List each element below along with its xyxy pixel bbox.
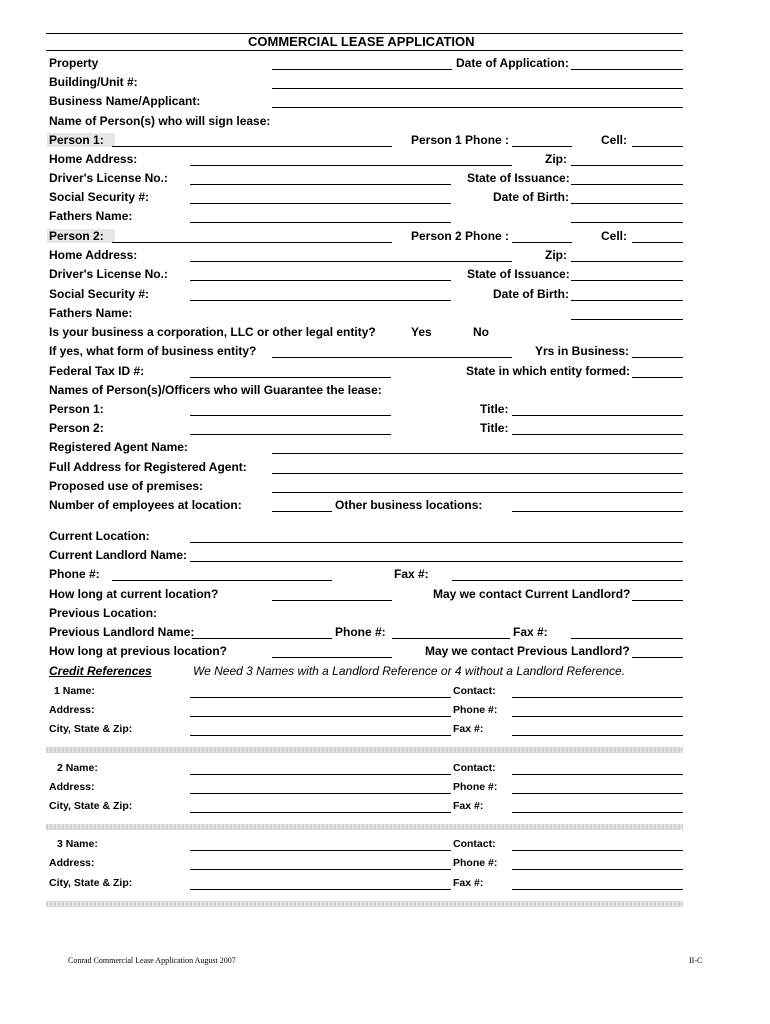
- fathers-name-label-2: Fathers Name:: [49, 306, 133, 320]
- contact-previous-field[interactable]: [632, 657, 683, 658]
- page-code: II-C: [689, 956, 703, 965]
- federal-tax-field[interactable]: [190, 377, 391, 378]
- drivers-license-field-1[interactable]: [190, 184, 451, 185]
- property-field[interactable]: [272, 69, 452, 70]
- person1-cell-field[interactable]: [632, 146, 683, 147]
- current-phone-label: Phone #:: [49, 567, 100, 581]
- other-locations-label: Other business locations:: [335, 498, 483, 512]
- ref3-fax-label: Fax #:: [453, 877, 484, 889]
- how-long-current-field[interactable]: [272, 600, 392, 601]
- ssn-field-2[interactable]: [190, 300, 451, 301]
- ref3-address-field[interactable]: [190, 869, 451, 870]
- ref1-fax-field[interactable]: [512, 735, 683, 736]
- agent-address-label: Full Address for Registered Agent:: [49, 460, 247, 474]
- title-rule: [46, 50, 683, 51]
- contact-current-label: May we contact Current Landlord?: [433, 587, 631, 601]
- guarantor1-title-label: Title:: [480, 402, 509, 416]
- state-issuance-label-2: State of Issuance:: [467, 267, 570, 281]
- ref1-name-label: 1 Name:: [54, 685, 95, 697]
- zip-field-1[interactable]: [571, 165, 683, 166]
- previous-phone-label: Phone #:: [335, 625, 386, 639]
- ref1-fax-label: Fax #:: [453, 723, 484, 735]
- person1-label: Person 1:: [47, 133, 115, 147]
- ref3-name-field[interactable]: [190, 850, 451, 851]
- guarantor1-field[interactable]: [190, 415, 391, 416]
- ref2-city-label: City, State & Zip:: [49, 800, 133, 812]
- guarantor1-label: Person 1:: [49, 402, 104, 416]
- ref1-phone-label: Phone #:: [453, 704, 498, 716]
- ref1-address-field[interactable]: [190, 716, 451, 717]
- ref2-fax-field[interactable]: [512, 812, 683, 813]
- person2-phone-field[interactable]: [512, 242, 572, 243]
- ref2-address-label: Address:: [49, 781, 95, 793]
- contact-previous-label: May we contact Previous Landlord?: [425, 644, 630, 658]
- ref2-address-field[interactable]: [190, 793, 451, 794]
- federal-tax-label: Federal Tax ID #:: [49, 364, 145, 378]
- ref3-contact-label: Contact:: [453, 838, 496, 850]
- person2-name-field[interactable]: [112, 242, 392, 243]
- yes-option[interactable]: Yes: [411, 325, 432, 339]
- guarantor2-title-label: Title:: [480, 421, 509, 435]
- drivers-license-field-2[interactable]: [190, 280, 451, 281]
- zip-label-2: Zip:: [545, 248, 567, 262]
- entity-form-label: If yes, what form of business entity?: [49, 344, 257, 358]
- ref2-phone-field[interactable]: [512, 793, 683, 794]
- ssn-label-2: Social Security #:: [49, 287, 150, 301]
- proposed-use-field[interactable]: [272, 492, 683, 493]
- fathers-name-field-1[interactable]: [190, 222, 451, 223]
- ref2-contact-field[interactable]: [512, 774, 683, 775]
- person2-phone-label: Person 2 Phone :: [411, 229, 510, 243]
- ref3-address-label: Address:: [49, 857, 95, 869]
- other-locations-field[interactable]: [512, 511, 683, 512]
- ref3-city-field[interactable]: [190, 889, 451, 890]
- guarantor2-label: Person 2:: [49, 421, 104, 435]
- ref1-name-field[interactable]: [190, 697, 451, 698]
- corp-question: Is your business a corporation, LLC or other legal entity?: [49, 325, 376, 339]
- person2-cell-field[interactable]: [632, 242, 683, 243]
- registered-agent-label: Registered Agent Name:: [49, 440, 188, 454]
- ref1-address-label: Address:: [49, 704, 95, 716]
- ref1-city-label: City, State & Zip:: [49, 723, 133, 735]
- home-address-field-2[interactable]: [190, 261, 512, 262]
- how-long-previous-label: How long at previous location?: [49, 644, 228, 658]
- previous-landlord-label: Previous Landlord Name:: [49, 625, 195, 639]
- current-landlord-label: Current Landlord Name:: [49, 548, 188, 562]
- fathers-name-extra-field-2[interactable]: [571, 319, 683, 320]
- ssn-label-1: Social Security #:: [49, 190, 150, 204]
- ref1-contact-label: Contact:: [453, 685, 496, 697]
- footer-text: Conrad Commercial Lease Application August 2007: [68, 956, 236, 965]
- guarantor2-field[interactable]: [190, 434, 391, 435]
- state-issuance-field-2[interactable]: [571, 280, 683, 281]
- how-long-previous-field[interactable]: [272, 657, 392, 658]
- ref1-phone-field[interactable]: [512, 716, 683, 717]
- ref3-phone-label: Phone #:: [453, 857, 498, 869]
- building-unit-label: Building/Unit #:: [49, 75, 138, 89]
- dob-label-2: Date of Birth:: [493, 287, 569, 301]
- drivers-license-label-2: Driver's License No.:: [49, 267, 168, 281]
- person1-name-field[interactable]: [112, 146, 392, 147]
- ref2-phone-label: Phone #:: [453, 781, 498, 793]
- home-address-label-1: Home Address:: [49, 152, 138, 166]
- state-issuance-label-1: State of Issuance:: [467, 171, 570, 185]
- date-of-application-label: Date of Application:: [456, 56, 569, 70]
- previous-phone-field[interactable]: [392, 638, 510, 639]
- home-address-label-2: Home Address:: [49, 248, 138, 262]
- person1-phone-label: Person 1 Phone :: [411, 133, 510, 147]
- person1-phone-field[interactable]: [512, 146, 572, 147]
- person2-cell-label: Cell:: [601, 229, 628, 243]
- zip-label-1: Zip:: [545, 152, 567, 166]
- credit-references-note: We Need 3 Names with a Landlord Reference or 4 without a Landlord Reference.: [193, 664, 626, 678]
- state-issuance-field-1[interactable]: [571, 184, 683, 185]
- zip-field-2[interactable]: [571, 261, 683, 262]
- employees-label: Number of employees at location:: [49, 498, 242, 512]
- entity-form-field[interactable]: [272, 357, 512, 358]
- drivers-license-label-1: Driver's License No.:: [49, 171, 168, 185]
- contact-current-field[interactable]: [632, 600, 683, 601]
- current-landlord-field[interactable]: [190, 561, 683, 562]
- building-unit-field[interactable]: [272, 88, 683, 89]
- business-name-label: Business Name/Applicant:: [49, 94, 201, 108]
- current-phone-field[interactable]: [112, 580, 332, 581]
- person2-label: Person 2:: [47, 229, 115, 243]
- dob-label-1: Date of Birth:: [493, 190, 569, 204]
- fathers-name-label-1: Fathers Name:: [49, 209, 133, 223]
- guarantor2-title-field[interactable]: [512, 434, 683, 435]
- no-option[interactable]: No: [473, 325, 489, 339]
- ref3-city-label: City, State & Zip:: [49, 877, 133, 889]
- ref1-separator: [46, 747, 683, 753]
- fathers-name-extra-field-1[interactable]: [571, 222, 683, 223]
- ref2-city-field[interactable]: [190, 812, 451, 813]
- page-title: COMMERCIAL LEASE APPLICATION: [248, 34, 475, 49]
- ref2-name-label: 2 Name:: [57, 762, 98, 774]
- person1-cell-label: Cell:: [601, 133, 628, 147]
- ref3-separator: [46, 901, 683, 907]
- ref1-contact-field[interactable]: [512, 697, 683, 698]
- registered-agent-field[interactable]: [272, 453, 683, 454]
- previous-location-label: Previous Location:: [49, 606, 158, 620]
- dob-field-2[interactable]: [571, 300, 683, 301]
- ref3-name-label: 3 Name:: [57, 838, 98, 850]
- previous-landlord-field[interactable]: [192, 638, 332, 639]
- guarantors-label: Names of Person(s)/Officers who will Guarantee the lease:: [49, 383, 382, 397]
- date-of-application-field[interactable]: [571, 69, 683, 70]
- ref3-fax-field[interactable]: [512, 889, 683, 890]
- state-formed-field[interactable]: [632, 377, 683, 378]
- ref3-phone-field[interactable]: [512, 869, 683, 870]
- previous-fax-label: Fax #:: [513, 625, 548, 639]
- employees-field[interactable]: [272, 511, 332, 512]
- current-location-label: Current Location:: [49, 529, 150, 543]
- agent-address-field[interactable]: [272, 473, 683, 474]
- current-fax-field[interactable]: [452, 580, 683, 581]
- ref2-fax-label: Fax #:: [453, 800, 484, 812]
- ref1-city-field[interactable]: [190, 735, 451, 736]
- home-address-field-1[interactable]: [190, 165, 512, 166]
- ssn-field-1[interactable]: [190, 203, 451, 204]
- guarantor1-title-field[interactable]: [512, 415, 683, 416]
- dob-field-1[interactable]: [571, 203, 683, 204]
- ref2-separator: [46, 824, 683, 830]
- state-formed-label: State in which entity formed:: [466, 364, 631, 378]
- current-fax-label: Fax #:: [394, 567, 429, 581]
- proposed-use-label: Proposed use of premises:: [49, 479, 204, 493]
- signers-label: Name of Person(s) who will sign lease:: [49, 114, 271, 128]
- how-long-current-label: How long at current location?: [49, 587, 219, 601]
- business-name-field[interactable]: [272, 107, 683, 108]
- property-label: Property: [49, 56, 99, 70]
- ref3-contact-field[interactable]: [512, 850, 683, 851]
- credit-references-heading: Credit References: [49, 664, 152, 678]
- yrs-business-label: Yrs in Business:: [535, 344, 630, 358]
- previous-fax-field[interactable]: [571, 638, 683, 639]
- ref2-name-field[interactable]: [190, 774, 451, 775]
- ref2-contact-label: Contact:: [453, 762, 496, 774]
- yrs-business-field[interactable]: [632, 357, 683, 358]
- current-location-field[interactable]: [190, 542, 683, 543]
